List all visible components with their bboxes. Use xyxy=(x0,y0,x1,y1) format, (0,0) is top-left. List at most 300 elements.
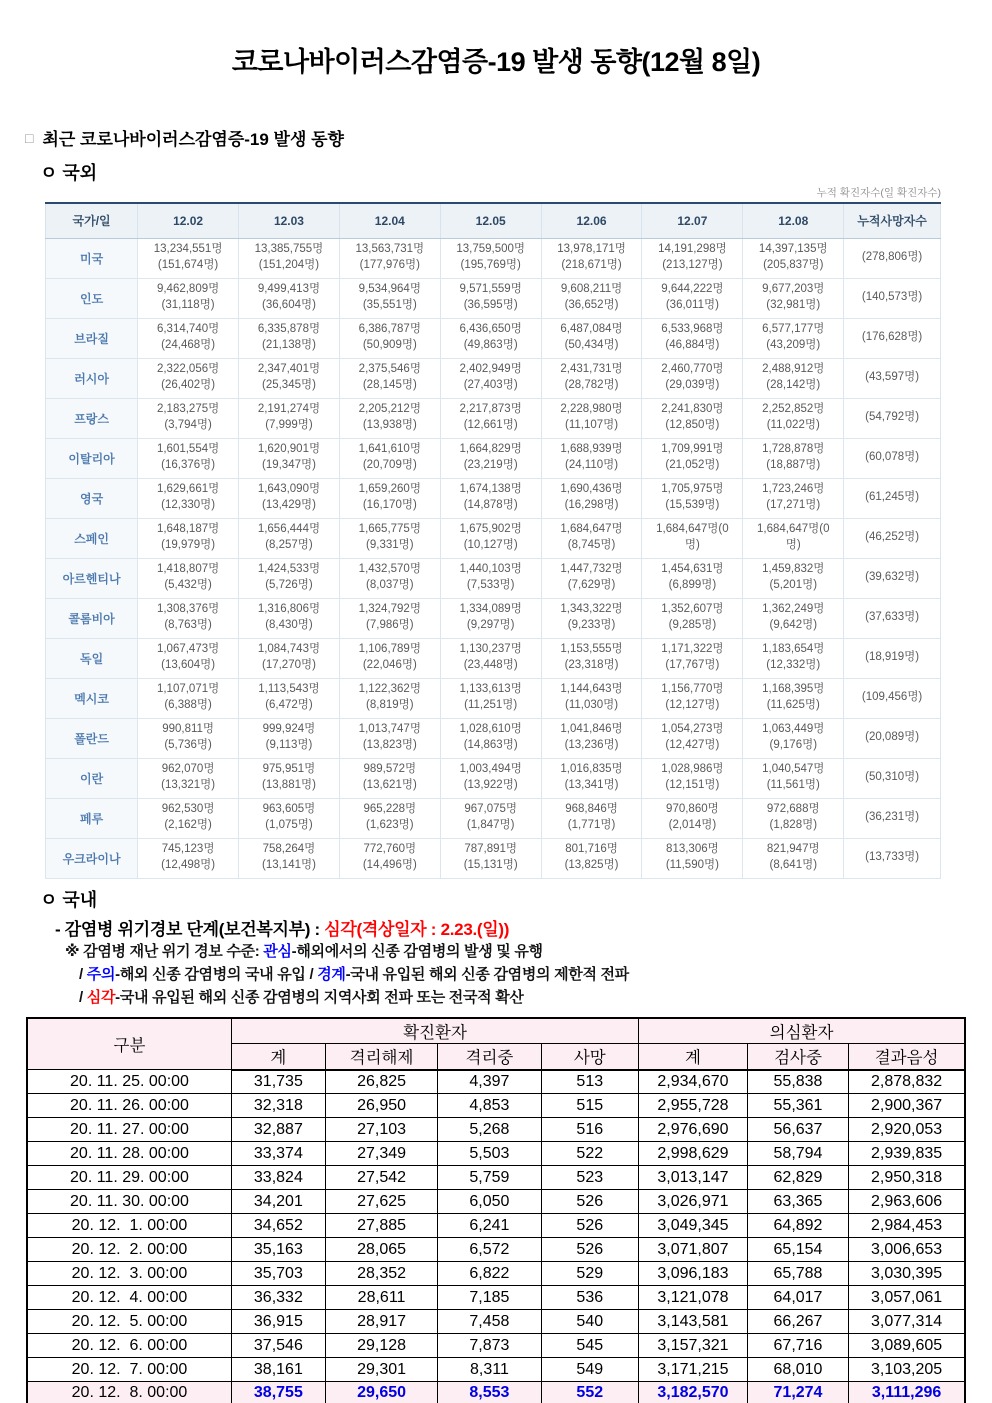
released-cell: 29,301 xyxy=(325,1358,438,1382)
daily-count-cell: 1,183,654명 (12,332명) xyxy=(743,638,844,678)
daily-count-cell: 1,656,444명 (8,257명) xyxy=(239,518,340,558)
confirmed-total-cell: 33,824 xyxy=(231,1166,325,1190)
daily-count-cell: 1,054,273명 (12,427명) xyxy=(642,718,743,758)
suspect-total-cell: 3,026,971 xyxy=(639,1190,748,1214)
daily-count-cell: 1,728,878명 (18,887명) xyxy=(743,438,844,478)
daily-count-cell: 2,205,212명 (13,938명) xyxy=(339,398,440,438)
daily-count-cell: 6,533,968명 (46,884명) xyxy=(642,318,743,358)
daily-count-cell: 9,462,809명 (31,118명) xyxy=(138,278,239,318)
domestic-header-gubun: 구분 xyxy=(27,1018,231,1070)
released-cell: 28,352 xyxy=(325,1262,438,1286)
daily-count-cell: 975,951명 (13,881명) xyxy=(239,758,340,798)
crisis-note-line2 xyxy=(79,963,992,986)
daily-count-cell: 13,978,171명 (218,671명) xyxy=(541,238,642,278)
domestic-table-row xyxy=(27,1286,965,1310)
crisis-note-line2-slash: / xyxy=(79,965,87,983)
date-cell: 20. 12. 1. 00:00 xyxy=(27,1214,231,1238)
overseas-table-row xyxy=(46,398,941,438)
recent-trend-heading-label: 최근 코로나바이러스감염증-19 발생 동향 xyxy=(42,130,344,149)
negative-cell: 2,950,318 xyxy=(849,1166,965,1190)
daily-count-cell: 1,601,554명 (16,376명) xyxy=(138,438,239,478)
overseas-header-date: 12.03 xyxy=(239,203,340,238)
daily-count-cell: 787,891명 (15,131명) xyxy=(440,838,541,878)
country-name-cell: 인도 xyxy=(46,278,138,318)
domestic-table-row xyxy=(27,1166,965,1190)
daily-count-cell: 1,168,395명 (11,625명) xyxy=(743,678,844,718)
confirmed-total-cell: 33,374 xyxy=(231,1142,325,1166)
isolated-cell: 5,268 xyxy=(438,1118,541,1142)
deaths-cell: 549 xyxy=(541,1358,639,1382)
country-name-cell: 아르헨티나 xyxy=(46,558,138,598)
crisis-note-line2-rest: -국내 유입된 해외 신종 감염병의 제한적 전파 xyxy=(345,965,629,983)
daily-count-cell: 1,688,939명 (24,110명) xyxy=(541,438,642,478)
daily-count-cell: 1,028,610명 (14,863명) xyxy=(440,718,541,758)
negative-cell: 2,920,053 xyxy=(849,1118,965,1142)
crisis-note-line1-rest: -해외에서의 신종 감염병의 발생 및 유행 xyxy=(291,942,543,960)
daily-count-cell: 14,397,135명 (205,837명) xyxy=(743,238,844,278)
confirmed-total-cell: 35,703 xyxy=(231,1262,325,1286)
daily-count-cell: 1,659,260명 (16,170명) xyxy=(339,478,440,518)
report-title: 코로나바이러스감염증-19 발생 동향(12월 8일) xyxy=(231,47,761,77)
crisis-alert-line xyxy=(55,915,992,940)
daily-count-cell: 1,362,249명 (9,642명) xyxy=(743,598,844,638)
cumulative-deaths-cell: (140,573명) xyxy=(844,278,941,318)
daily-count-cell: 967,075명 (1,847명) xyxy=(440,798,541,838)
daily-count-cell: 1,144,643명 (11,030명) xyxy=(541,678,642,718)
daily-count-cell: 1,067,473명 (13,604명) xyxy=(138,638,239,678)
released-cell: 28,065 xyxy=(325,1238,438,1262)
domestic-subheader-suspect-total: 계 xyxy=(639,1044,748,1070)
cumulative-deaths-cell: (18,919명) xyxy=(844,638,941,678)
cumulative-deaths-cell: (176,628명) xyxy=(844,318,941,358)
daily-count-cell: 1,684,647명(0 명) xyxy=(642,518,743,558)
suspect-total-cell: 3,013,147 xyxy=(639,1166,748,1190)
cumulative-deaths-cell: (46,252명) xyxy=(844,518,941,558)
domestic-covid-table xyxy=(26,1017,966,1403)
daily-count-cell: 1,664,829명 (23,219명) xyxy=(440,438,541,478)
overseas-table-row xyxy=(46,518,941,558)
country-name-cell: 영국 xyxy=(46,478,138,518)
testing-cell: 68,010 xyxy=(747,1358,848,1382)
negative-cell: 3,103,205 xyxy=(849,1358,965,1382)
country-name-cell: 프랑스 xyxy=(46,398,138,438)
country-name-cell: 이란 xyxy=(46,758,138,798)
daily-count-cell: 1,674,138명 (14,878명) xyxy=(440,478,541,518)
daily-count-cell: 2,322,056명 (26,402명) xyxy=(138,358,239,398)
crisis-keyword-caution: 주의 xyxy=(86,965,116,983)
daily-count-cell: 1,003,494명 (13,922명) xyxy=(440,758,541,798)
deaths-cell: 513 xyxy=(541,1070,639,1094)
suspect-total-cell: 3,171,215 xyxy=(639,1358,748,1382)
cumulative-deaths-cell: (61,245명) xyxy=(844,478,941,518)
deaths-cell: 516 xyxy=(541,1118,639,1142)
daily-count-cell: 1,153,555명 (23,318명) xyxy=(541,638,642,678)
confirmed-total-cell: 31,735 xyxy=(231,1070,325,1094)
crisis-note-line3 xyxy=(79,986,992,1009)
daily-count-cell: 1,113,543명 (6,472명) xyxy=(239,678,340,718)
daily-count-cell: 1,665,775명 (9,331명) xyxy=(339,518,440,558)
confirmed-total-cell: 37,546 xyxy=(231,1334,325,1358)
overseas-table-row xyxy=(46,678,941,718)
domestic-subheader-negative: 결과음성 xyxy=(849,1044,965,1070)
daily-count-cell: 1,063,449명 (9,176명) xyxy=(743,718,844,758)
negative-cell: 3,006,653 xyxy=(849,1238,965,1262)
daily-count-cell: 1,107,071명 (6,388명) xyxy=(138,678,239,718)
overseas-header-date: 12.02 xyxy=(138,203,239,238)
suspect-total-cell: 3,157,321 xyxy=(639,1334,748,1358)
negative-cell: 2,878,832 xyxy=(849,1070,965,1094)
isolated-cell: 8,311 xyxy=(438,1358,541,1382)
domestic-table-row xyxy=(27,1190,965,1214)
daily-count-cell: 1,028,986명 (12,151명) xyxy=(642,758,743,798)
isolated-cell: 5,759 xyxy=(438,1166,541,1190)
daily-count-cell: 801,716명 (13,825명) xyxy=(541,838,642,878)
isolated-cell: 5,503 xyxy=(438,1142,541,1166)
daily-count-cell: 1,643,090명 (13,429명) xyxy=(239,478,340,518)
deaths-cell: 526 xyxy=(541,1238,639,1262)
country-name-cell: 브라질 xyxy=(46,318,138,358)
released-cell: 28,917 xyxy=(325,1310,438,1334)
daily-count-cell: 1,447,732명 (7,629명) xyxy=(541,558,642,598)
domestic-header-row-groups xyxy=(27,1018,965,1044)
daily-count-cell: 1,308,376명 (8,763명) xyxy=(138,598,239,638)
overseas-header-date: 12.07 xyxy=(642,203,743,238)
deaths-cell: 526 xyxy=(541,1214,639,1238)
cumulative-deaths-cell: (36,231명) xyxy=(844,798,941,838)
overseas-header-deaths: 누적사망자수 xyxy=(844,203,941,238)
daily-count-cell: 1,156,770명 (12,127명) xyxy=(642,678,743,718)
negative-cell: 3,089,605 xyxy=(849,1334,965,1358)
daily-count-cell: 962,530명 (2,162명) xyxy=(138,798,239,838)
testing-cell: 67,716 xyxy=(747,1334,848,1358)
cumulative-deaths-cell: (39,632명) xyxy=(844,558,941,598)
daily-count-cell: 772,760명 (14,496명) xyxy=(339,838,440,878)
country-name-cell: 콜롬비아 xyxy=(46,598,138,638)
daily-count-cell: 989,572명 (13,621명) xyxy=(339,758,440,798)
domestic-subheader-released: 격리해제 xyxy=(325,1044,438,1070)
daily-count-cell: 999,924명 (9,113명) xyxy=(239,718,340,758)
cumulative-deaths-cell: (54,792명) xyxy=(844,398,941,438)
isolated-cell: 4,397 xyxy=(438,1070,541,1094)
cumulative-count-note: 누적 확진자수(일 확진자수) xyxy=(816,187,941,199)
daily-count-cell: 14,191,298명 (213,127명) xyxy=(642,238,743,278)
suspect-total-cell: 3,049,345 xyxy=(639,1214,748,1238)
deaths-cell: 545 xyxy=(541,1334,639,1358)
isolated-cell: 6,241 xyxy=(438,1214,541,1238)
crisis-note-line3-rest: -국내 유입된 해외 신종 감염병의 지역사회 전파 또는 전국적 확산 xyxy=(115,988,524,1006)
daily-count-cell: 13,234,551명 (151,674명) xyxy=(138,238,239,278)
domestic-table-row xyxy=(27,1238,965,1262)
country-name-cell: 멕시코 xyxy=(46,678,138,718)
daily-count-cell: 1,041,846명 (13,236명) xyxy=(541,718,642,758)
date-cell: 20. 12. 6. 00:00 xyxy=(27,1334,231,1358)
domestic-subheader-total: 계 xyxy=(231,1044,325,1070)
daily-count-cell: 1,106,789명 (22,046명) xyxy=(339,638,440,678)
deaths-cell: 515 xyxy=(541,1094,639,1118)
confirmed-total-cell: 38,755 xyxy=(231,1382,325,1403)
isolated-cell: 7,458 xyxy=(438,1310,541,1334)
confirmed-total-cell: 34,201 xyxy=(231,1190,325,1214)
daily-count-cell: 1,684,647명 (8,745명) xyxy=(541,518,642,558)
testing-cell: 66,267 xyxy=(747,1310,848,1334)
date-cell: 20. 11. 28. 00:00 xyxy=(27,1142,231,1166)
overseas-header-date: 12.06 xyxy=(541,203,642,238)
confirmed-total-cell: 34,652 xyxy=(231,1214,325,1238)
negative-cell: 2,900,367 xyxy=(849,1094,965,1118)
date-cell: 20. 12. 3. 00:00 xyxy=(27,1262,231,1286)
date-cell: 20. 12. 4. 00:00 xyxy=(27,1286,231,1310)
deaths-cell: 526 xyxy=(541,1190,639,1214)
testing-cell: 64,017 xyxy=(747,1286,848,1310)
isolated-cell: 6,822 xyxy=(438,1262,541,1286)
date-cell: 20. 11. 27. 00:00 xyxy=(27,1118,231,1142)
daily-count-cell: 1,133,613명 (11,251명) xyxy=(440,678,541,718)
deaths-cell: 540 xyxy=(541,1310,639,1334)
cumulative-deaths-cell: (37,633명) xyxy=(844,598,941,638)
daily-count-cell: 1,684,647명(0 명) xyxy=(743,518,844,558)
daily-count-cell: 1,130,237명 (23,448명) xyxy=(440,638,541,678)
daily-count-cell: 1,316,806명 (8,430명) xyxy=(239,598,340,638)
overseas-table-row xyxy=(46,438,941,478)
daily-count-cell: 9,499,413명 (36,604명) xyxy=(239,278,340,318)
daily-count-cell: 9,534,964명 (35,551명) xyxy=(339,278,440,318)
crisis-keyword-serious: 심각 xyxy=(86,988,116,1006)
daily-count-cell: 13,563,731명 (177,976명) xyxy=(339,238,440,278)
cumulative-deaths-cell: (13,733명) xyxy=(844,838,941,878)
negative-cell: 3,077,314 xyxy=(849,1310,965,1334)
country-name-cell: 페루 xyxy=(46,798,138,838)
daily-count-cell: 2,402,949명 (27,403명) xyxy=(440,358,541,398)
released-cell: 26,950 xyxy=(325,1094,438,1118)
negative-cell: 3,057,061 xyxy=(849,1286,965,1310)
daily-count-cell: 1,432,570명 (8,037명) xyxy=(339,558,440,598)
daily-count-cell: 1,424,533명 (5,726명) xyxy=(239,558,340,598)
suspect-total-cell: 3,143,581 xyxy=(639,1310,748,1334)
cumulative-deaths-cell: (20,089명) xyxy=(844,718,941,758)
daily-count-cell: 6,577,177명 (43,209명) xyxy=(743,318,844,358)
suspect-total-cell: 3,121,078 xyxy=(639,1286,748,1310)
released-cell: 27,103 xyxy=(325,1118,438,1142)
testing-cell: 64,892 xyxy=(747,1214,848,1238)
daily-count-cell: 1,648,187명 (19,979명) xyxy=(138,518,239,558)
daily-count-cell: 9,571,559명 (36,595명) xyxy=(440,278,541,318)
daily-count-cell: 990,811명 (5,736명) xyxy=(138,718,239,758)
domestic-section-label: ㅇ 국내 xyxy=(40,889,98,910)
square-bullet-icon: □ xyxy=(25,129,34,146)
daily-count-cell: 1,334,089명 (9,297명) xyxy=(440,598,541,638)
daily-count-cell: 1,016,835명 (13,341명) xyxy=(541,758,642,798)
daily-count-cell: 1,040,547명 (11,561명) xyxy=(743,758,844,798)
overseas-table-row xyxy=(46,598,941,638)
domestic-table-row xyxy=(27,1310,965,1334)
overseas-table-row xyxy=(46,318,941,358)
daily-count-cell: 9,644,222명 (36,011명) xyxy=(642,278,743,318)
date-cell: 20. 11. 25. 00:00 xyxy=(27,1070,231,1094)
daily-count-cell: 1,454,631명 (6,899명) xyxy=(642,558,743,598)
testing-cell: 55,361 xyxy=(747,1094,848,1118)
daily-count-cell: 821,947명 (8,641명) xyxy=(743,838,844,878)
country-name-cell: 미국 xyxy=(46,238,138,278)
daily-count-cell: 13,385,755명 (151,204명) xyxy=(239,238,340,278)
daily-count-cell: 13,759,500명 (195,769명) xyxy=(440,238,541,278)
country-name-cell: 이탈리아 xyxy=(46,438,138,478)
date-cell: 20. 12. 7. 00:00 xyxy=(27,1358,231,1382)
date-cell: 20. 11. 29. 00:00 xyxy=(27,1166,231,1190)
domestic-table-row xyxy=(27,1382,965,1403)
daily-count-cell: 970,860명 (2,014명) xyxy=(642,798,743,838)
daily-count-cell: 1,122,362명 (8,819명) xyxy=(339,678,440,718)
daily-count-cell: 963,605명 (1,075명) xyxy=(239,798,340,838)
daily-count-cell: 6,314,740명 (24,468명) xyxy=(138,318,239,358)
confirmed-total-cell: 36,332 xyxy=(231,1286,325,1310)
domestic-subheader-testing: 검사중 xyxy=(747,1044,848,1070)
released-cell: 27,625 xyxy=(325,1190,438,1214)
overseas-header-date: 12.08 xyxy=(743,203,844,238)
overseas-table-row xyxy=(46,238,941,278)
released-cell: 29,128 xyxy=(325,1334,438,1358)
daily-count-cell: 1,620,901명 (19,347명) xyxy=(239,438,340,478)
daily-count-cell: 758,264명 (13,141명) xyxy=(239,838,340,878)
daily-count-cell: 2,217,873명 (12,661명) xyxy=(440,398,541,438)
crisis-note-line3-slash: / xyxy=(79,988,87,1006)
testing-cell: 56,637 xyxy=(747,1118,848,1142)
testing-cell: 71,274 xyxy=(747,1382,848,1403)
overseas-table-row xyxy=(46,358,941,398)
country-name-cell: 폴란드 xyxy=(46,718,138,758)
released-cell: 26,825 xyxy=(325,1070,438,1094)
cumulative-deaths-cell: (109,456명) xyxy=(844,678,941,718)
testing-cell: 62,829 xyxy=(747,1166,848,1190)
daily-count-cell: 745,123명 (12,498명) xyxy=(138,838,239,878)
testing-cell: 58,794 xyxy=(747,1142,848,1166)
suspect-total-cell: 2,976,690 xyxy=(639,1118,748,1142)
deaths-cell: 523 xyxy=(541,1166,639,1190)
overseas-header-date: 12.05 xyxy=(440,203,541,238)
daily-count-cell: 962,070명 (13,321명) xyxy=(138,758,239,798)
isolated-cell: 7,185 xyxy=(438,1286,541,1310)
released-cell: 28,611 xyxy=(325,1286,438,1310)
date-cell: 20. 12. 8. 00:00 xyxy=(27,1382,231,1403)
daily-count-cell: 2,347,401명 (25,345명) xyxy=(239,358,340,398)
domestic-table-row xyxy=(27,1214,965,1238)
suspect-total-cell: 3,096,183 xyxy=(639,1262,748,1286)
overseas-table-row xyxy=(46,798,941,838)
country-name-cell: 우크라이나 xyxy=(46,838,138,878)
date-cell: 20. 11. 30. 00:00 xyxy=(27,1190,231,1214)
overseas-table-row xyxy=(46,718,941,758)
domestic-header-confirmed-group: 확진환자 xyxy=(231,1018,638,1044)
daily-count-cell: 1,343,322명 (9,233명) xyxy=(541,598,642,638)
cumulative-deaths-cell: (278,806명) xyxy=(844,238,941,278)
daily-count-cell: 2,488,912명 (28,142명) xyxy=(743,358,844,398)
daily-count-cell: 1,641,610명 (20,709명) xyxy=(339,438,440,478)
negative-cell: 2,984,453 xyxy=(849,1214,965,1238)
daily-count-cell: 2,241,830명 (12,850명) xyxy=(642,398,743,438)
domestic-table-row xyxy=(27,1334,965,1358)
testing-cell: 63,365 xyxy=(747,1190,848,1214)
isolated-cell: 6,050 xyxy=(438,1190,541,1214)
daily-count-cell: 2,460,770명 (29,039명) xyxy=(642,358,743,398)
daily-count-cell: 968,846명 (1,771명) xyxy=(541,798,642,838)
daily-count-cell: 1,675,902명 (10,127명) xyxy=(440,518,541,558)
negative-cell: 2,963,606 xyxy=(849,1190,965,1214)
daily-count-cell: 9,677,203명 (32,981명) xyxy=(743,278,844,318)
crisis-note-line2-mid: -해외 신종 감염병의 국내 유입 / xyxy=(115,965,318,983)
date-cell: 20. 11. 26. 00:00 xyxy=(27,1094,231,1118)
suspect-total-cell: 3,182,570 xyxy=(639,1382,748,1403)
domestic-table-row xyxy=(27,1070,965,1094)
daily-count-cell: 972,688명 (1,828명) xyxy=(743,798,844,838)
daily-count-cell: 1,440,103명 (7,533명) xyxy=(440,558,541,598)
domestic-subheader-deaths: 사망 xyxy=(541,1044,639,1070)
daily-count-cell: 813,306명 (11,590명) xyxy=(642,838,743,878)
confirmed-total-cell: 32,887 xyxy=(231,1118,325,1142)
crisis-alert-prefix: - 감염병 위기경보 단계(보건복지부) : xyxy=(55,919,325,939)
crisis-note-line1 xyxy=(65,940,992,963)
daily-count-cell: 1,352,607명 (9,285명) xyxy=(642,598,743,638)
daily-count-cell: 1,690,436명 (16,298명) xyxy=(541,478,642,518)
daily-count-cell: 1,709,991명 (21,052명) xyxy=(642,438,743,478)
released-cell: 27,349 xyxy=(325,1142,438,1166)
domestic-table-row xyxy=(27,1142,965,1166)
daily-count-cell: 1,705,975명 (15,539명) xyxy=(642,478,743,518)
deaths-cell: 529 xyxy=(541,1262,639,1286)
testing-cell: 65,788 xyxy=(747,1262,848,1286)
overseas-table-row xyxy=(46,278,941,318)
daily-count-cell: 2,191,274명 (7,999명) xyxy=(239,398,340,438)
isolated-cell: 8,553 xyxy=(438,1382,541,1403)
cumulative-deaths-cell: (43,597명) xyxy=(844,358,941,398)
negative-cell: 3,111,296 xyxy=(849,1382,965,1403)
confirmed-total-cell: 38,161 xyxy=(231,1358,325,1382)
deaths-cell: 522 xyxy=(541,1142,639,1166)
overseas-table-row xyxy=(46,558,941,598)
daily-count-cell: 1,171,322명 (17,767명) xyxy=(642,638,743,678)
domestic-table-row xyxy=(27,1118,965,1142)
daily-count-cell: 2,228,980명 (11,107명) xyxy=(541,398,642,438)
overseas-header-row xyxy=(46,203,941,238)
daily-count-cell: 965,228명 (1,623명) xyxy=(339,798,440,838)
daily-count-cell: 1,629,661명 (12,330명) xyxy=(138,478,239,518)
daily-count-cell: 1,418,807명 (5,432명) xyxy=(138,558,239,598)
daily-count-cell: 9,608,211명 (36,652명) xyxy=(541,278,642,318)
daily-count-cell: 2,375,546명 (28,145명) xyxy=(339,358,440,398)
negative-cell: 2,939,835 xyxy=(849,1142,965,1166)
released-cell: 27,542 xyxy=(325,1166,438,1190)
released-cell: 29,650 xyxy=(325,1382,438,1403)
overseas-table-row xyxy=(46,838,941,878)
daily-count-cell: 2,252,852명 (11,022명) xyxy=(743,398,844,438)
daily-count-cell: 1,013,747명 (13,823명) xyxy=(339,718,440,758)
testing-cell: 65,154 xyxy=(747,1238,848,1262)
crisis-keyword-interest: 관심 xyxy=(263,942,292,960)
domestic-table-row xyxy=(27,1094,965,1118)
domestic-table-row xyxy=(27,1262,965,1286)
date-cell: 20. 12. 2. 00:00 xyxy=(27,1238,231,1262)
negative-cell: 3,030,395 xyxy=(849,1262,965,1286)
domestic-table-row xyxy=(27,1358,965,1382)
suspect-total-cell: 2,955,728 xyxy=(639,1094,748,1118)
confirmed-total-cell: 35,163 xyxy=(231,1238,325,1262)
daily-count-cell: 6,436,650명 (49,863명) xyxy=(440,318,541,358)
country-name-cell: 러시아 xyxy=(46,358,138,398)
daily-count-cell: 1,324,792명 (7,986명) xyxy=(339,598,440,638)
overseas-table-row xyxy=(46,638,941,678)
recent-trend-heading xyxy=(25,125,992,150)
overseas-covid-table xyxy=(45,202,941,879)
suspect-total-cell: 3,071,807 xyxy=(639,1238,748,1262)
crisis-note-line1-prefix: ※ 감염병 재난 위기 경보 수준: xyxy=(65,942,264,960)
